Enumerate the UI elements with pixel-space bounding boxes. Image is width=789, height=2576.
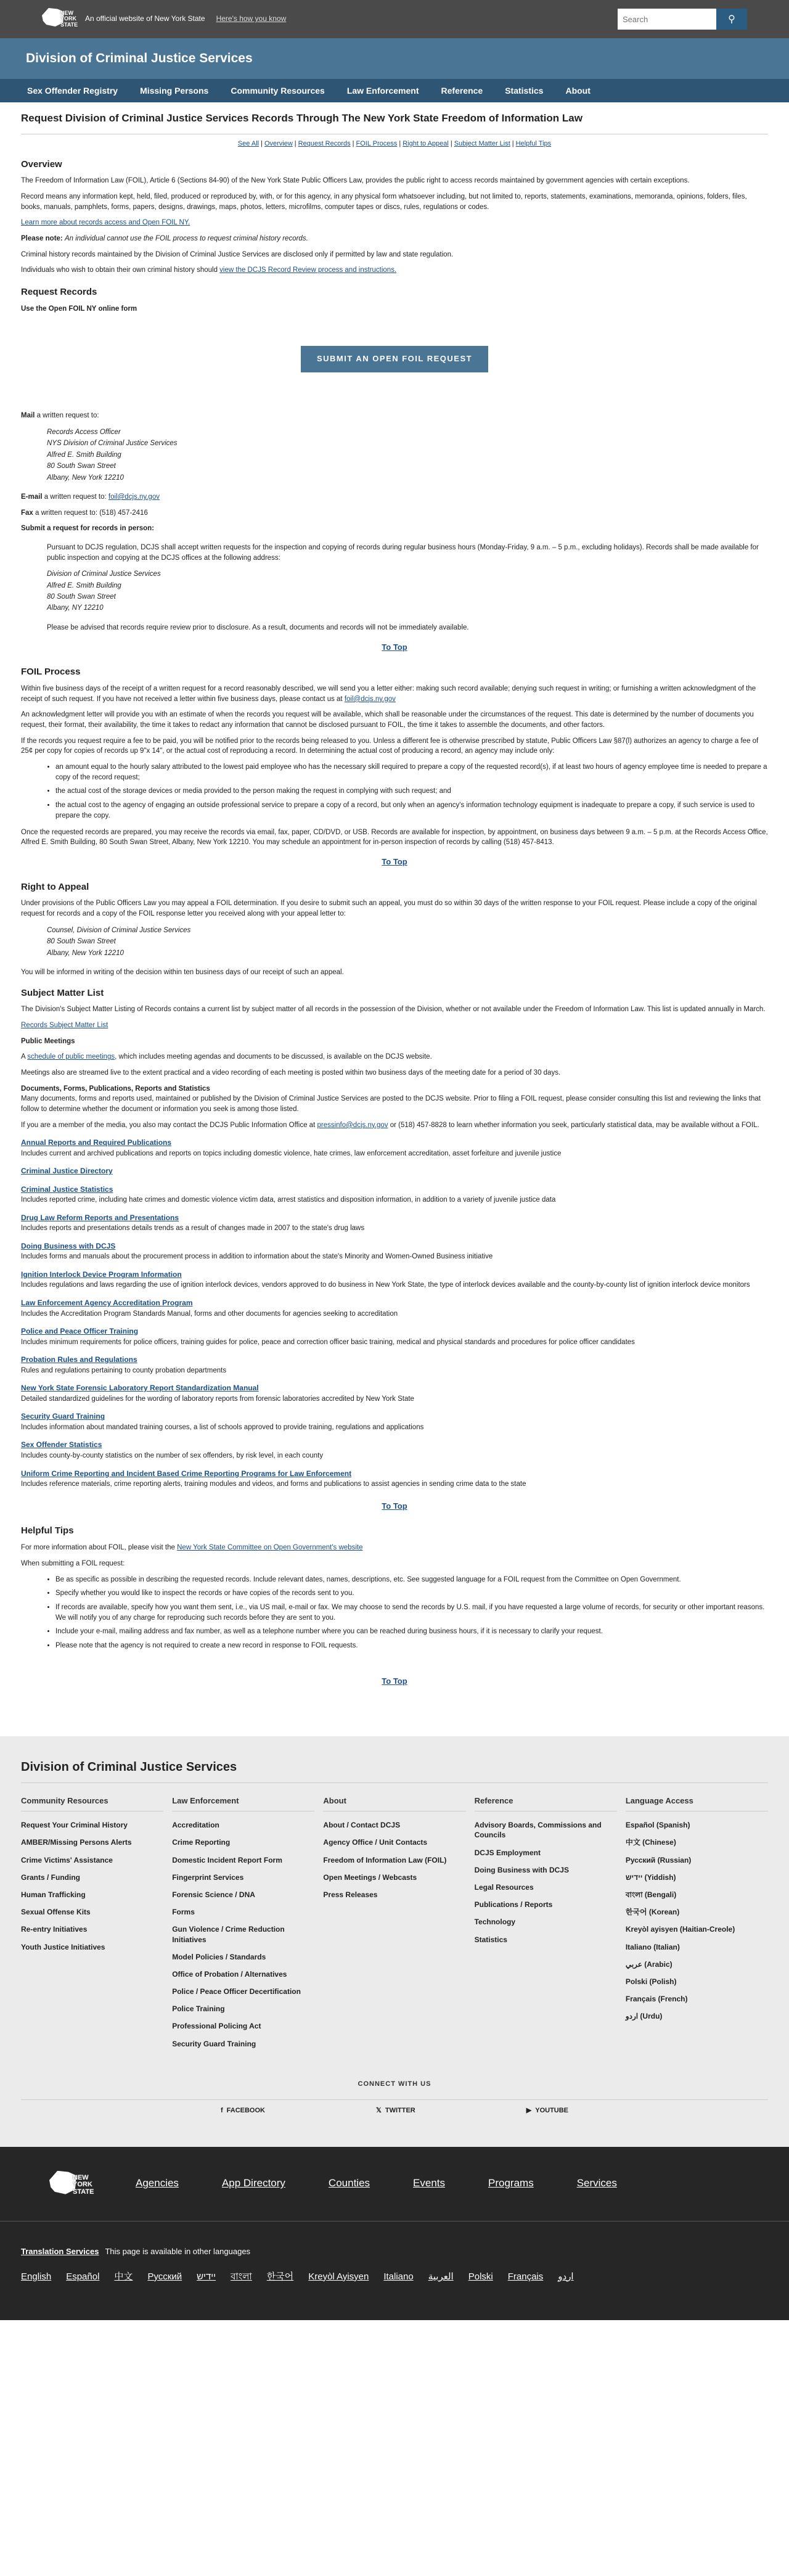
- language-link[interactable]: Kreyòl Ayisyen: [308, 2271, 369, 2282]
- to-top-link[interactable]: To Top: [382, 1676, 407, 1686]
- footer-link[interactable]: Español (Spanish): [625, 1821, 690, 1830]
- language-link[interactable]: 中文: [114, 2271, 133, 2282]
- fax-text: a written request to: (518) 457-2416: [35, 509, 148, 517]
- note-label: Please note:: [21, 235, 63, 243]
- footer-link[interactable]: Police / Peace Officer Decertification: [172, 1987, 301, 1996]
- address-line: Division of Criminal Justice Services: [47, 570, 161, 578]
- resource-link[interactable]: Drug Law Reform Reports and Presentations: [21, 1213, 179, 1222]
- footer-link[interactable]: Open Meetings / Webcasts: [323, 1873, 417, 1882]
- search-icon: ⚲: [728, 14, 735, 25]
- footer-link[interactable]: Police Training: [172, 2004, 225, 2014]
- page-title: Request Division of Criminal Justice Services Records Through The New York State Freedom of Information Law: [21, 111, 768, 134]
- resource-link[interactable]: New York State Forensic Laboratory Report Standardization Manual: [21, 1384, 259, 1393]
- language-link[interactable]: Italiano: [383, 2271, 414, 2282]
- resource-link[interactable]: Law Enforcement Agency Accreditation Program: [21, 1298, 193, 1308]
- email-text: a written request to:: [44, 493, 107, 501]
- fax-label: Fax: [21, 509, 33, 517]
- language-footer: [0, 2221, 789, 2321]
- fee-item: • the actual cost of the storage devices or media provided to the person making the request in complying with such request; and: [55, 786, 768, 797]
- resource-description: Includes current and archived publications and reports on topics including domestic violence, hate crimes, law enforcement accreditation, asset forfeiture and juvenile justice: [21, 1149, 562, 1157]
- youtube-label: YOUTUBE: [535, 2106, 569, 2114]
- footer-column-heading: Community Resources: [21, 1795, 163, 1811]
- twitter-label: TWITTER: [385, 2106, 415, 2114]
- footer-link[interactable]: Human Trafficking: [21, 1890, 86, 1899]
- email-label: E-mail: [21, 493, 43, 501]
- foil-p3: If the records you request require a fee to be paid, you will be notified prior to the records being released to you. Unless a different fee is otherwise prescribed by statute, Public Officers Law §87(l) authorizes an agency to charge a fee of 25¢ per copy for copies of records up 9"x 14", or the actual cost of reproducing a record. In determining the actual cost of producing a record, an agency may include only:: [21, 737, 759, 755]
- docs-heading: Documents, Forms, Publications, Reports and Statistics: [21, 1085, 210, 1093]
- open-government-link[interactable]: New York State Committee on Open Government's website: [177, 1544, 363, 1552]
- resource-description: Includes reports and presentations details trends as a result of changes made in 2007 to the state's drug laws: [21, 1224, 365, 1233]
- footer-link[interactable]: 中文 (Chinese): [625, 1838, 676, 1847]
- jump-link-overview[interactable]: Overview: [264, 139, 293, 147]
- nav-item-about[interactable]: About: [565, 85, 591, 96]
- own-history-text: Individuals who wish to obtain their own criminal history should: [21, 266, 218, 274]
- youtube-icon: ▶: [526, 2106, 532, 2114]
- nys-footer: [0, 2147, 789, 2221]
- footer-column-heading: Law Enforcement: [172, 1795, 314, 1811]
- footer-link[interactable]: Forms: [172, 1908, 195, 1917]
- footer-link[interactable]: Model Policies / Standards: [172, 1952, 266, 1961]
- fee-item: • the actual cost to the agency of engaging an outside professional service to prepare a copy of a record, but only when an agency's information technology equipment is inadequate to prepare a copy, if such service is used to prepare the copy.: [55, 800, 768, 821]
- in-person-label: Submit a request for records in person:: [21, 525, 154, 533]
- record-review-link[interactable]: view the DCJS Record Review process and instructions.: [219, 266, 397, 274]
- appeal-p1: Under provisions of the Public Officers Law you may appeal a FOIL determination. If you desire to submit such an appeal, you must do so within 30 days of the written response to your FOIL request. Please include a copy of the original request for records and a copy of the FOIL response letter you received along with your appeal letter to:: [21, 900, 757, 918]
- footer-link[interactable]: About / Contact DCJS: [323, 1821, 401, 1830]
- footer-column-heading: About: [323, 1795, 465, 1811]
- footer-column-heading: Reference: [475, 1795, 617, 1811]
- footer-link[interactable]: Italiano (Italian): [625, 1942, 680, 1951]
- language-link[interactable]: اردو: [558, 2271, 574, 2282]
- record-definition: Record means any information kept, held, filed, produced or reproduced by, with, or for this agency, in any physical form whatsoever including, but not limited to, reports, statements, examinations, memoranda, opinions, folders, files, books, manuals, pamphlets, forms, papers, designs, drawings, maps, photos, letters, microfilms, computer tapes or discs, rules, regulations or codes.: [21, 193, 747, 211]
- to-top-link[interactable]: To Top: [382, 642, 407, 652]
- to-top-link[interactable]: To Top: [382, 1501, 407, 1511]
- social-links: [21, 2099, 768, 2135]
- online-form-label: Use the Open FOIL NY online form: [21, 305, 137, 313]
- fee-list: [55, 762, 768, 821]
- address-line: Albany, New York 12210: [47, 474, 124, 482]
- office-address: [47, 568, 768, 614]
- overview-heading: Overview: [21, 158, 62, 170]
- footer-link[interactable]: اردو (Urdu): [625, 2012, 663, 2021]
- jump-links: See All | Overview | Request Records | FOIL Process | Right to Appeal | Subject Matter List | Helpful Tips: [237, 139, 552, 147]
- jump-link-subject-matter-list[interactable]: Subject Matter List: [454, 139, 510, 147]
- meetings-p2: Meetings also are streamed live to the extent practical and a video recording of each meeting is posted within two business days of the meeting date for a period of 30 days.: [21, 1069, 561, 1077]
- mail-address: [47, 427, 768, 483]
- footer-link[interactable]: Re-entry Initiatives: [21, 1925, 88, 1934]
- resource-description: Includes regulations and laws regarding the use of ignition interlock devices, vendors approved to do business in New York State, the type of interlock devices available and the county-by-county list of ignition interlock device monitors: [21, 1281, 750, 1289]
- tip-item: • Please note that the agency is not required to create a new record in response to FOIL requests.: [55, 1641, 768, 1651]
- overview-paragraph: The Freedom of Information Law (FOIL), Article 6 (Sections 84-90) of the New York State Public Officers Law, provides the public right to access records maintained by government agencies with certain exceptions.: [21, 177, 690, 185]
- facebook-link[interactable]: [221, 2106, 265, 2116]
- address-line: Albany, NY 12210: [47, 604, 104, 612]
- tips-p2: When submitting a FOIL request:: [21, 1559, 125, 1567]
- resource-link[interactable]: Criminal Justice Statistics: [21, 1184, 113, 1194]
- nys-top-bar: [0, 0, 789, 38]
- twitter-icon: 𝕏: [376, 2106, 382, 2114]
- footer-link[interactable]: Press Releases: [323, 1890, 378, 1899]
- facebook-icon: f: [220, 2106, 223, 2114]
- meetings-link[interactable]: schedule of public meetings: [27, 1053, 115, 1061]
- tip-item: • Specify whether you would like to inspect the records or have copies of the records sent to you.: [55, 1588, 768, 1599]
- tips-list: [55, 1575, 768, 1651]
- foil-p1: Within five business days of the receipt of a written request for a record reasonably described, we will send you a letter either: making such record available; denying such request in writing; or furnishing a written acknowledgment of the receipt of such request. If you have not received a letter within five business days, please contact us at: [21, 685, 756, 703]
- footer-link[interactable]: Security Guard Training: [172, 2039, 256, 2048]
- nav-item-reference[interactable]: Reference: [441, 85, 483, 96]
- footer-link[interactable]: Office of Probation / Alternatives: [172, 1969, 287, 1979]
- resource-description: Includes forms and manuals about the procurement process in addition to information about the state's Minority and Women-Owned Business initiative: [21, 1253, 493, 1261]
- footer-link[interactable]: Gun Violence / Crime Reduction Initiatives: [172, 1925, 285, 1944]
- nav-item-statistics[interactable]: Statistics: [505, 85, 544, 96]
- footer-link[interactable]: Crime Victims' Assistance: [21, 1855, 113, 1864]
- learn-more-link[interactable]: Learn more about records access and Open FOIL NY.: [21, 219, 190, 227]
- disclosure-text: Criminal history records maintained by the Division of Criminal Justice Services are disclosed only if permitted by law and state regulation.: [21, 250, 454, 258]
- address-line: Alfred E. Smith Building: [47, 581, 121, 589]
- resource-description: Includes reference materials, crime reporting alerts, training modules and videos, and forms and publications to assist agencies in sending crime data to the state: [21, 1480, 526, 1488]
- foil-heading: FOIL Process: [21, 667, 81, 678]
- resource-link[interactable]: Doing Business with DCJS: [21, 1242, 116, 1250]
- meetings-text-b: , which includes meeting agendas and documents to be discussed, is available on the DCJS website.: [115, 1053, 432, 1061]
- mail-label: Mail: [21, 412, 35, 420]
- meetings-text-a: A: [21, 1053, 26, 1061]
- address-line: Albany, New York 12210: [47, 949, 124, 957]
- note-text: An individual cannot use the FOIL process to request criminal history records.: [64, 235, 308, 243]
- facebook-label: FACEBOOK: [226, 2106, 265, 2114]
- footer-link[interactable]: יידיש (Yiddish): [625, 1873, 676, 1882]
- foil-p2: An acknowledgment letter will provide you with an estimate of when the records you request will be available, which shall be reasonable under the circumstances of the request. This date is determined by the number of documents you request, their format, their availability, the time it takes to redact any information that cannot be disclosed pursuant to FOIL, the time it takes to assemble the documents, and other factors.: [21, 711, 754, 729]
- language-link[interactable]: יידיש: [197, 2271, 216, 2282]
- language-link[interactable]: English: [21, 2271, 52, 2282]
- nys-footer-link[interactable]: Agencies: [136, 2177, 179, 2189]
- resource-link[interactable]: Sex Offender Statistics: [21, 1440, 102, 1450]
- request-heading: Request Records: [21, 287, 97, 298]
- address-line: 80 South Swan Street: [47, 938, 116, 946]
- footer-link[interactable]: Accreditation: [172, 1821, 219, 1830]
- footer-link[interactable]: Statistics: [474, 1935, 507, 1944]
- resource-description: Includes the Accreditation Program Standards Manual, forms and other documents for agencies seeking to accreditation: [21, 1310, 398, 1318]
- footer-link[interactable]: Forensic Science / DNA: [172, 1890, 255, 1899]
- language-link[interactable]: বাংলা: [231, 2271, 252, 2282]
- media-text-b: or (518) 457-8828 to learn whether information you seek, particularly statistical data, may be available without a FOIL.: [390, 1121, 759, 1129]
- footer-link[interactable]: Agency Office / Unit Contacts: [323, 1838, 428, 1847]
- address-line: 80 South Swan Street: [47, 593, 116, 601]
- language-link[interactable]: العربية: [428, 2271, 454, 2282]
- foil-email-link[interactable]: foil@dcjs.ny.gov: [108, 493, 160, 501]
- submit-foil-button[interactable]: SUBMIT AN OPEN FOIL REQUEST: [301, 346, 488, 372]
- address-line: Counsel, Division of Criminal Justice Services: [47, 926, 191, 934]
- resource-link[interactable]: Annual Reports and Required Publications: [21, 1138, 172, 1147]
- nys-footer-link[interactable]: App Directory: [221, 2177, 285, 2189]
- footer-title: Division of Criminal Justice Services: [21, 1758, 768, 1783]
- resource-link[interactable]: Ignition Interlock Device Program Information: [21, 1270, 182, 1279]
- address-line: Records Access Officer: [47, 428, 121, 436]
- twitter-link[interactable]: [376, 2106, 415, 2116]
- tips-p1: For more information about FOIL, please visit the: [21, 1544, 175, 1552]
- nys-footer-logo[interactable]: NEW YORK STATE: [49, 2168, 99, 2199]
- footer-link[interactable]: Freedom of Information Law (FOIL): [323, 1855, 447, 1864]
- media-text-a: If you are a member of the media, you also may contact the DCJS Public Information Office at: [21, 1121, 316, 1129]
- nys-footer-link[interactable]: Counties: [328, 2177, 370, 2189]
- footer-link[interactable]: Русский (Russian): [625, 1855, 692, 1864]
- footer-link[interactable]: Publications / Reports: [474, 1900, 553, 1909]
- nav-item-law-enforcement[interactable]: Law Enforcement: [346, 85, 419, 96]
- to-top-link[interactable]: To Top: [382, 856, 407, 866]
- footer-link[interactable]: Crime Reporting: [172, 1838, 231, 1847]
- agency-footer: [0, 1736, 789, 2146]
- language-link[interactable]: Français: [507, 2271, 544, 2282]
- press-email-link[interactable]: pressinfo@dcjs.ny.gov: [317, 1121, 388, 1129]
- connect-label: CONNECT WITH US: [358, 2080, 431, 2088]
- search-button[interactable]: [716, 9, 747, 30]
- language-link[interactable]: Русский: [147, 2271, 182, 2282]
- docs-p: Many documents, forms and reports used, maintained or published by the Division of Criminal Justice Services are posted to the DCJS website. Prior to filing a FOIL request, please consider consulting this list and reviewing the links that follow to determine whether the document or information you seek is among those listed.: [21, 1095, 761, 1114]
- resource-link[interactable]: Uniform Crime Reporting and Incident Based Crime Reporting Programs for Law Enforcement: [21, 1469, 352, 1478]
- footer-link[interactable]: Youth Justice Initiatives: [21, 1942, 105, 1951]
- footer-column: [21, 1795, 163, 2056]
- in-person-text: Pursuant to DCJS regulation, DCJS shall accept written requests for the inspection and copying of records during regular business hours (Monday-Friday, 9 a.m. – 5 p.m., excluding holidays). Records shall be made available for public inspection and copying at the DCJS offices at the following address:: [47, 543, 759, 562]
- footer-link[interactable]: عربي (Arabic): [625, 1959, 672, 1969]
- resource-description: Rules and regulations pertaining to county probation departments: [21, 1366, 227, 1374]
- footer-link[interactable]: AMBER/Missing Persons Alerts: [21, 1838, 132, 1847]
- footer-link[interactable]: Sexual Offense Kits: [21, 1908, 91, 1917]
- fee-item: • an amount equal to the hourly salary attributed to the lowest paid employee who has the necessary skill required to prepare a copy of the requested record(s), if at least two hours of agency employee time is needed to prepare a copy of the record request;: [55, 762, 768, 782]
- main-nav: [0, 79, 789, 102]
- resource-description: Includes information about mandated training courses, a list of schools approved to provide training, regulations and applications: [21, 1423, 424, 1431]
- review-notice: Please be advised that records require review prior to disclosure. As a result, documents and records will not be immediately available.: [47, 623, 469, 631]
- appeal-address: [47, 925, 768, 959]
- footer-link[interactable]: Doing Business with DCJS: [474, 1865, 569, 1874]
- footer-column: [323, 1795, 465, 2056]
- jump-link-helpful-tips[interactable]: Helpful Tips: [515, 139, 552, 147]
- footer-column-heading: Language Access: [626, 1795, 768, 1811]
- footer-link[interactable]: Polski (Polish): [625, 1977, 677, 1986]
- resource-link[interactable]: Police and Peace Officer Training: [21, 1327, 139, 1336]
- official-site-text: An official website of New York State: [85, 14, 205, 23]
- tip-item: • Be as specific as possible in describing the requested records. Include relevant dates, names, descriptions, etc. See suggested language for a FOIL request from the Committee on Open Government.: [55, 1575, 768, 1585]
- resource-link[interactable]: Security Guard Training: [21, 1412, 105, 1421]
- tip-item: • Include your e-mail, mailing address and fax number, as well as a telephone number where you can be reached during business hours, if it is necessary to clarify your request.: [55, 1626, 768, 1637]
- heres-how-you-know-link[interactable]: Here's how you know: [216, 14, 287, 23]
- address-line: 80 South Swan Street: [47, 462, 116, 470]
- footer-link[interactable]: Request Your Criminal History: [21, 1821, 128, 1830]
- foil-contact-link[interactable]: foil@dcjs.ny.gov: [344, 695, 396, 703]
- footer-column: [626, 1795, 768, 2056]
- language-link[interactable]: 한국어: [266, 2271, 294, 2282]
- footer-link[interactable]: Professional Policing Act: [172, 2022, 261, 2031]
- nav-item-community-resources[interactable]: Community Resources: [231, 85, 325, 96]
- footer-column: [475, 1795, 617, 2056]
- footer-link[interactable]: বাংলা (Bengali): [625, 1890, 677, 1899]
- footer-link[interactable]: Fingerprint Services: [172, 1873, 244, 1882]
- subject-list-link[interactable]: Records Subject Matter List: [21, 1022, 108, 1030]
- translation-services-link[interactable]: Translation Services: [21, 2246, 99, 2256]
- resource-link[interactable]: Probation Rules and Regulations: [21, 1355, 137, 1364]
- footer-link[interactable]: Français (French): [625, 1995, 688, 2004]
- nys-footer-link[interactable]: Programs: [488, 2177, 534, 2189]
- footer-link[interactable]: Technology: [474, 1918, 516, 1927]
- jump-link-see-all[interactable]: See All: [237, 139, 260, 147]
- address-line: NYS Division of Criminal Justice Services: [47, 440, 178, 448]
- nys-footer-link[interactable]: Services: [576, 2177, 617, 2189]
- subject-heading: Subject Matter List: [21, 987, 104, 998]
- footer-column: [172, 1795, 314, 2056]
- foil-p4: Once the requested records are prepared, you may receive the records via email, fax, paper, CD/DVD, or USB. Records are available for inspection, by appointment, on business days between 9 a.m. – 5 p.m. at the Records Access Office, Alfred E. Smith Building, 80 South Swan Street, Albany, New York 12210. You may schedule an appointment for in-person inspection of records by calling (518) 457-8413.: [21, 828, 768, 847]
- search-box: [618, 9, 747, 30]
- jump-link-request-records[interactable]: Request Records: [298, 139, 351, 147]
- jump-link-right-to-appeal[interactable]: Right to Appeal: [403, 139, 449, 147]
- nav-item-missing-persons[interactable]: Missing Persons: [140, 85, 209, 96]
- resource-list: [21, 1138, 768, 1489]
- meetings-heading: Public Meetings: [21, 1037, 75, 1045]
- main-content: [0, 102, 789, 1687]
- youtube-link[interactable]: [526, 2106, 568, 2116]
- resource-link[interactable]: Criminal Justice Directory: [21, 1167, 113, 1176]
- footer-link[interactable]: Domestic Incident Report Form: [172, 1855, 282, 1864]
- language-link[interactable]: Español: [66, 2271, 100, 2282]
- footer-link[interactable]: Kreyòl ayisyen (Haitian-Creole): [625, 1925, 735, 1934]
- resource-description: Includes reported crime, including hate crimes and domestic violence victim data, arrest statistics and disposition information, in addition to a variety of juvenile justice data: [21, 1196, 556, 1204]
- subject-p1: The Division's Subject Matter Listing of Records contains a current list by subject matter of all records in the possession of the Division, whether or not available under the Freedom of Information Law. This list is updated annually in March.: [21, 1006, 766, 1014]
- tips-heading: Helpful Tips: [21, 1525, 74, 1536]
- address-line: Alfred E. Smith Building: [47, 451, 121, 459]
- search-input[interactable]: [618, 9, 716, 30]
- resource-description: Includes county-by-county statistics on the number of sex offenders, by risk level, in each county: [21, 1451, 324, 1459]
- language-link[interactable]: Polski: [468, 2271, 493, 2282]
- footer-link[interactable]: DCJS Employment: [474, 1848, 541, 1857]
- footer-link[interactable]: 한국어 (Korean): [625, 1908, 680, 1917]
- footer-link[interactable]: Legal Resources: [474, 1882, 534, 1892]
- agency-name-bar[interactable]: Division of Criminal Justice Services: [0, 38, 789, 79]
- resource-description: Detailed standardized guidelines for the wording of laboratory reports from forensic laboratories accredited by New York State: [21, 1395, 414, 1403]
- appeal-p2: You will be informed in writing of the decision within ten business days of our receipt of such an appeal.: [21, 968, 344, 976]
- nys-footer-link[interactable]: Events: [413, 2177, 446, 2189]
- tip-item: • If records are available, specify how you want them sent, i.e., via US mail, e-mail or fax. We may choose to send the records by U.S. mail, if you have requested a large volume of records, for security or other important reasons. We will notify you of any charge for reproducing such records before they are sent to you.: [55, 1602, 768, 1623]
- jump-link-foil-process[interactable]: FOIL Process: [356, 139, 398, 147]
- footer-link[interactable]: Advisory Boards, Commissions and Councils: [474, 1821, 602, 1840]
- resource-description: Includes minimum requirements for police officers, training guides for police, peace and correction officer basic training, medical and physical standards and procedures for police officer candidates: [21, 1338, 635, 1346]
- translation-text: This page is available in other languages: [105, 2246, 251, 2256]
- mail-text: a written request to:: [36, 412, 99, 420]
- nav-item-sex-offender-registry[interactable]: Sex Offender Registry: [27, 85, 118, 96]
- footer-link[interactable]: Grants / Funding: [21, 1873, 80, 1882]
- appeal-heading: Right to Appeal: [21, 881, 89, 892]
- nys-logo[interactable]: NEW YORK STATE: [42, 6, 79, 33]
